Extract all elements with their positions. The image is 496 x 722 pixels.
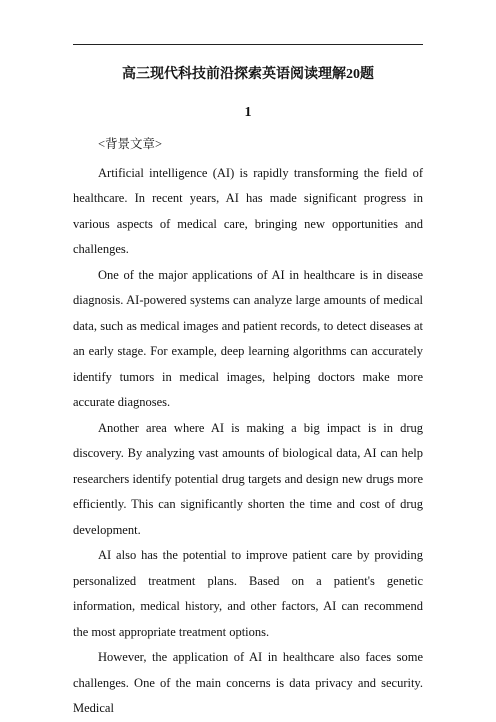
paragraph-1: Artificial intelligence (AI) is rapidly transforming the field of healthcare. In recent years, AI has made significant progress in various aspects of medical care, bringing new opportunities and challenges.: [73, 165, 423, 256]
header-rule: [73, 44, 423, 45]
document-body: [73, 64, 423, 722]
section-number: 1: [244, 105, 252, 120]
document-title: 高三现代科技前沿探索英语阅读理解20题: [122, 67, 374, 82]
paragraph-5: However, the application of AI in healthcare also faces some challenges. One of the main concerns is data privacy and security. Medical: [73, 650, 423, 715]
paragraph-4: AI also has the potential to improve patient care by providing personalized treatment plans. Based on a patient's genetic information, medical history, and other factors, AI can recommend the most appropriate treatment options.: [73, 548, 423, 639]
paragraph-2: One of the major applications of AI in healthcare is in disease diagnosis. AI-powered systems can analyze large amounts of medical data, such as medical images and patient records, to detect diseases at an early stage. For example, deep learning algorithms can accurately identify tumors in medical images, helping doctors make more accurate diagnoses.: [73, 267, 423, 409]
paragraph-3: Another area where AI is making a big impact is in drug discovery. By analyzing vast amounts of biological data, AI can help researchers identify potential drug targets and design new drugs more efficiently. This can significantly shorten the time and cost of drug development.: [73, 420, 423, 537]
background-tag: <背景文章>: [98, 137, 163, 151]
